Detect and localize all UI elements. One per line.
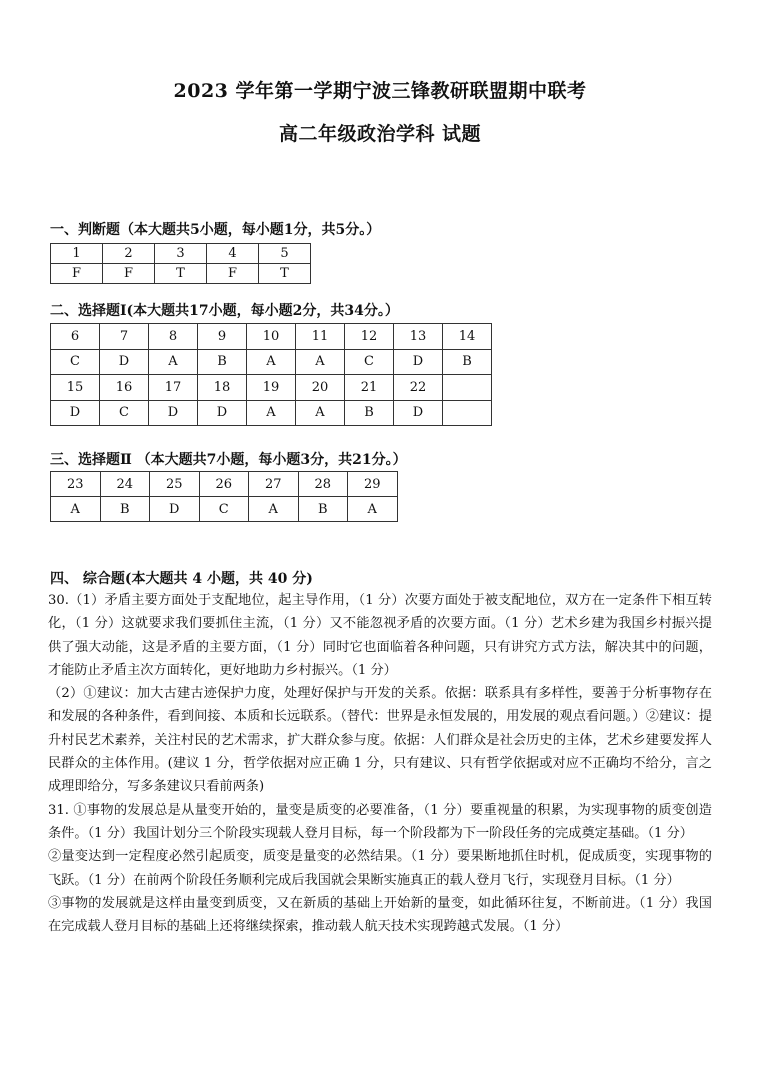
table-cell: A bbox=[296, 349, 345, 375]
table-cell: 25 bbox=[150, 472, 200, 497]
table-row bbox=[51, 324, 492, 350]
table-cell: B bbox=[345, 400, 394, 426]
table-cell: A bbox=[296, 400, 345, 426]
paragraph: ③事物的发展就是这样由量变到质变，又在新质的基础上开始新的量变，如此循环往复，不断前进。（1 分）我国在完成载人登月目标的基础上还将继续探索，推动载人航天技术实现跨越式发展。（1 分） bbox=[48, 895, 712, 935]
section1-heading: 一、判断题（本大题共5小题，每小题1分，共5分。） bbox=[50, 222, 381, 238]
section1-answer-table bbox=[50, 243, 311, 284]
section2-heading: 二、选择题Ⅰ(本大题共17小题，每小题2分，共34分。） bbox=[50, 303, 399, 319]
table-cell: T bbox=[259, 264, 311, 284]
table-cell: 29 bbox=[348, 472, 398, 497]
table-cell: F bbox=[103, 264, 155, 284]
table-cell: 18 bbox=[198, 375, 247, 401]
table-cell: 21 bbox=[345, 375, 394, 401]
table-cell: 1 bbox=[51, 244, 103, 264]
table-cell: D bbox=[150, 497, 200, 522]
table-cell: D bbox=[149, 400, 198, 426]
section3-heading: 三、选择题Ⅱ （本大题共7小题，每小题3分，共21分。） bbox=[50, 452, 407, 468]
table-cell: C bbox=[100, 400, 149, 426]
table-cell: D bbox=[394, 400, 443, 426]
section4-body bbox=[48, 589, 712, 938]
table-cell: C bbox=[345, 349, 394, 375]
table-cell: 12 bbox=[345, 324, 394, 350]
table-cell: F bbox=[207, 264, 259, 284]
table-cell: B bbox=[443, 349, 492, 375]
table-cell: 4 bbox=[207, 244, 259, 264]
table-cell: 6 bbox=[51, 324, 100, 350]
table-cell: 24 bbox=[100, 472, 150, 497]
table-cell: A bbox=[348, 497, 398, 522]
paragraph: 30.（1）矛盾主要方面处于支配地位，起主导作用，（1 分）次要方面处于被支配地位，双方在一定条件下相互转化，（1 分）这就要求我们要抓住主流，（1 分）又不能忽视矛盾的次要方面。（1 分）艺术乡建为我国乡村振兴提供了强大动能，这是矛盾的主要方面，（1 分）同时它也面临着各种问题，只有讲究方式方法，解决其中的问题，才能防止矛盾主次方面转化，更好地助力乡村振兴。（1 分） bbox=[48, 593, 712, 678]
table-cell: 27 bbox=[249, 472, 299, 497]
table-cell: 28 bbox=[298, 472, 348, 497]
paragraph: （2）①建议：加大古建古迹保护力度，处理好保护与开发的关系。依据：联系具有多样性，要善于分析事物存在和发展的各种条件，看到间接、本质和长远联系。（替代：世界是永恒发展的，用发展的观点看问题。）②建议：提升村民艺术素养，关注村民的艺术需求，扩大群众参与度。依据：人们群众是社会历史的主体，艺术乡建要发挥人民群众的主体作用。(建议 1 分，哲学依据对应正确 1 分，只有建议、只有哲学依据或对应不正确均不给分，言之成理即给分，写多条建议只看前两条) bbox=[48, 686, 712, 795]
table-cell: 23 bbox=[51, 472, 101, 497]
page-title: 2023 学年第一学期宁波三锋教研联盟期中联考 bbox=[173, 80, 587, 102]
paragraph: ②量变达到一定程度必然引起质变，质变是量变的必然结果。（1 分）要果断地抓住时机，促成质变，实现事物的飞跃。（1 分）在前两个阶段任务顺利完成后我国就会果断实施真正的载人登月飞行，实现登月目标。（1 分） bbox=[48, 849, 712, 888]
table-row bbox=[51, 472, 398, 497]
table-cell: F bbox=[51, 264, 103, 284]
table-cell: B bbox=[298, 497, 348, 522]
table-cell: 14 bbox=[443, 324, 492, 350]
table-cell: 20 bbox=[296, 375, 345, 401]
table-row bbox=[51, 244, 311, 264]
table-cell: 13 bbox=[394, 324, 443, 350]
table-cell: 9 bbox=[198, 324, 247, 350]
table-cell: 8 bbox=[149, 324, 198, 350]
table-row bbox=[51, 349, 492, 375]
table-cell: A bbox=[247, 349, 296, 375]
table-cell: 26 bbox=[199, 472, 249, 497]
table-row bbox=[51, 264, 311, 284]
page-subtitle: 高二年级政治学科 试题 bbox=[278, 123, 482, 145]
table-cell: 7 bbox=[100, 324, 149, 350]
table-cell bbox=[443, 400, 492, 426]
table-cell bbox=[443, 375, 492, 401]
table-row bbox=[51, 497, 398, 522]
table-cell: 3 bbox=[155, 244, 207, 264]
table-cell: 17 bbox=[149, 375, 198, 401]
table-cell: D bbox=[198, 400, 247, 426]
table-cell: B bbox=[198, 349, 247, 375]
table-row bbox=[51, 375, 492, 401]
table-cell: 10 bbox=[247, 324, 296, 350]
table-cell: B bbox=[100, 497, 150, 522]
table-cell: A bbox=[51, 497, 101, 522]
table-cell: T bbox=[155, 264, 207, 284]
table-cell: D bbox=[394, 349, 443, 375]
table-cell: A bbox=[149, 349, 198, 375]
section2-answer-table bbox=[50, 323, 492, 426]
table-cell: 2 bbox=[103, 244, 155, 264]
table-cell: 19 bbox=[247, 375, 296, 401]
table-cell: D bbox=[51, 400, 100, 426]
table-cell: C bbox=[51, 349, 100, 375]
table-cell: 5 bbox=[259, 244, 311, 264]
table-cell: 11 bbox=[296, 324, 345, 350]
section3-answer-table bbox=[50, 471, 398, 522]
table-cell: 22 bbox=[394, 375, 443, 401]
section4-heading: 四、 综合题(本大题共 4 小题，共 40 分) bbox=[50, 571, 313, 587]
paragraph: 31. ①事物的发展总是从量变开始的，量变是质变的必要准备，（1 分）要重视量的积累，为实现事物的质变创造条件。（1 分）我国计划分三个阶段实现载人登月目标，每一个阶段都为下一阶段任务的完成奠定基础。（1 分） bbox=[48, 802, 712, 841]
table-cell: 15 bbox=[51, 375, 100, 401]
table-cell: 16 bbox=[100, 375, 149, 401]
table-cell: D bbox=[100, 349, 149, 375]
table-cell: C bbox=[199, 497, 249, 522]
table-cell: A bbox=[247, 400, 296, 426]
table-cell: A bbox=[249, 497, 299, 522]
table-row bbox=[51, 400, 492, 426]
